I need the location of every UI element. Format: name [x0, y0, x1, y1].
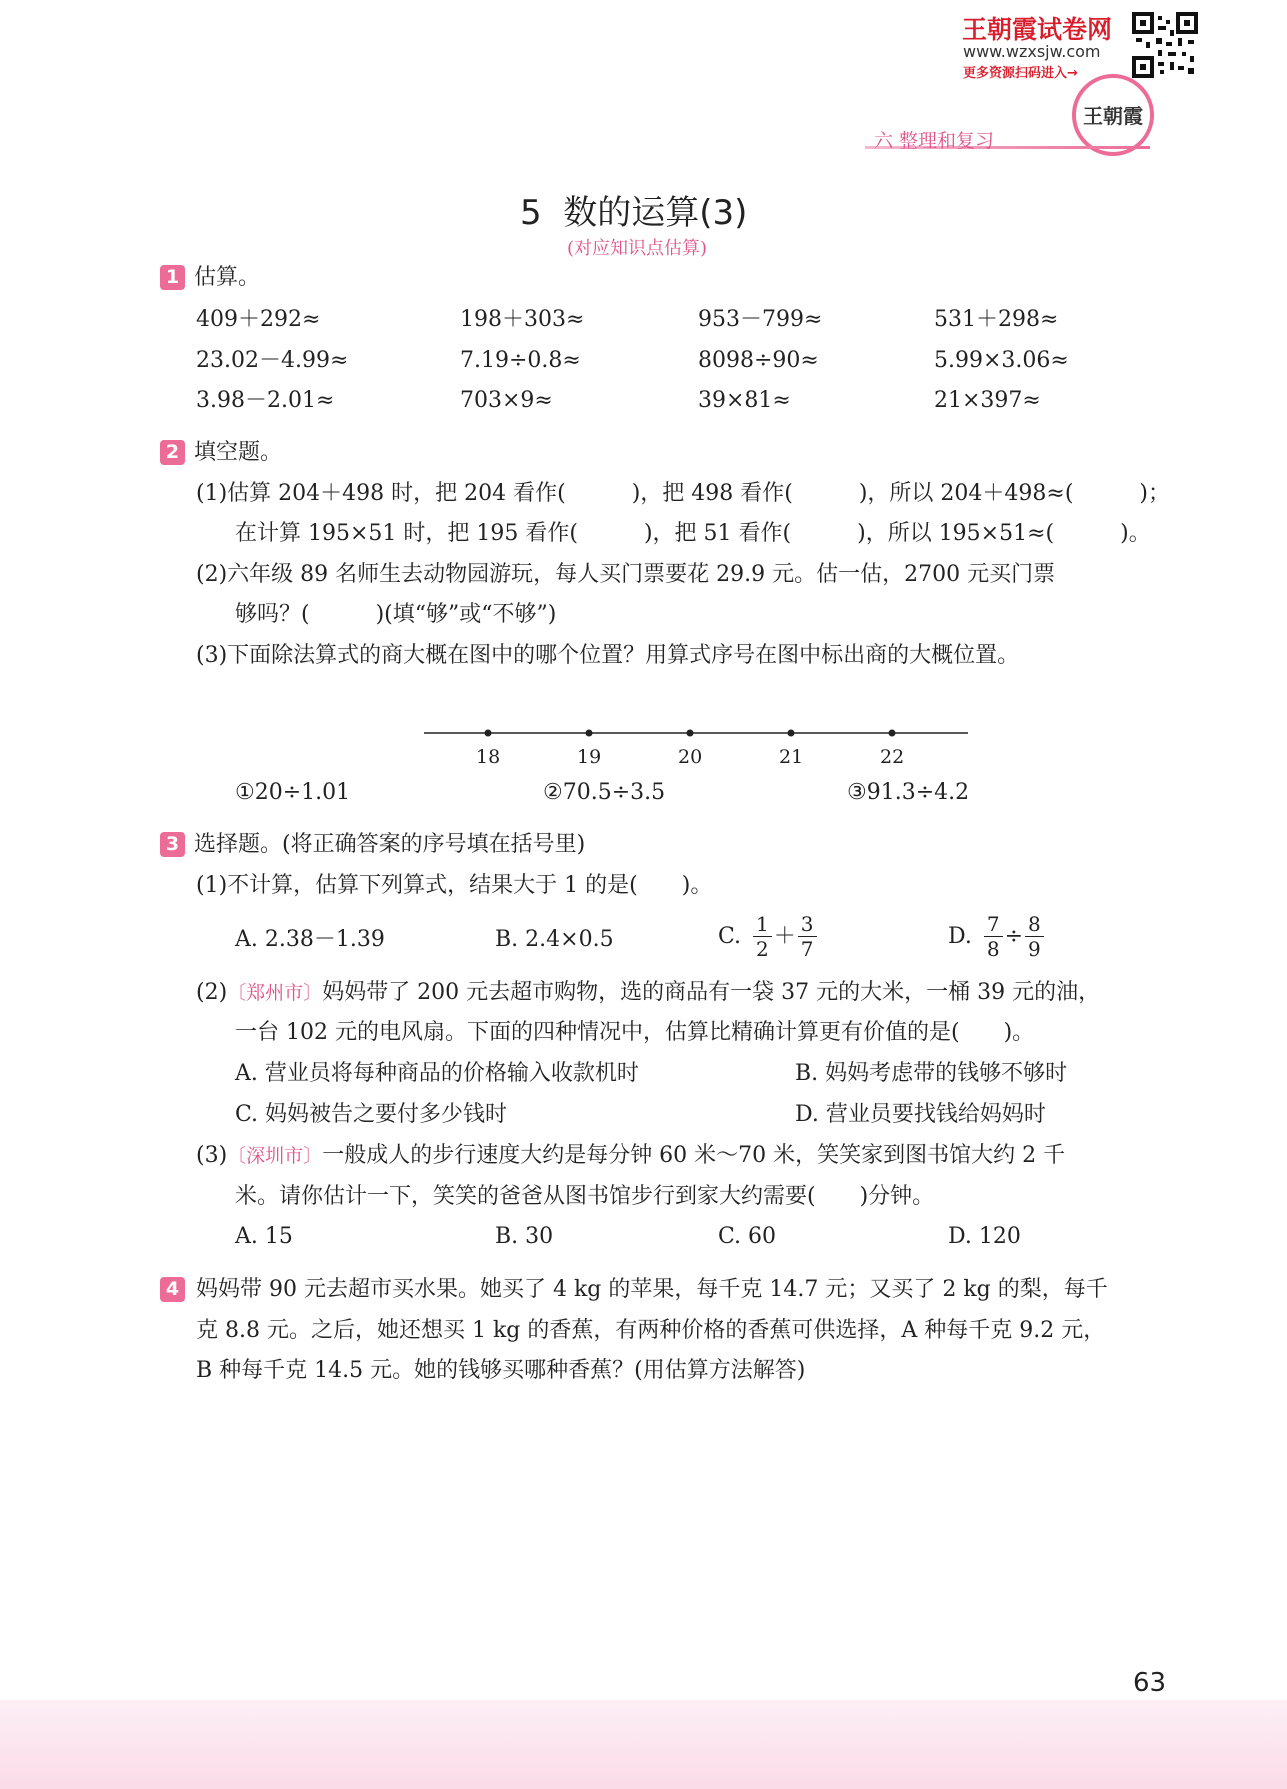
fraction: [1025, 914, 1044, 960]
fraction-numerator: 3: [798, 914, 817, 937]
fraction-denominator: 7: [800, 937, 814, 961]
option-d: [948, 914, 1046, 960]
chapter-header: 六 整理和复习: [874, 130, 995, 152]
option-d: D. 营业员要找钱给妈妈时: [795, 1102, 1046, 1127]
tick-label: 21: [779, 746, 804, 768]
division-expression: ①20÷1.01: [235, 780, 351, 805]
q2-part1-line1: (1)估算 204＋498 时，把 204 看作( )，把 498 看作( )，所以 204＋498≈( )；: [196, 481, 1170, 506]
option-c: [718, 914, 819, 960]
question-1-title: 估算。: [194, 265, 261, 290]
tick-label: 19: [577, 746, 602, 768]
q3-part2-prefix: (2): [196, 980, 228, 1005]
estimate-item: 39×81≈: [698, 388, 791, 413]
estimate-item: 198＋303≈: [460, 307, 585, 332]
question-3-title: 选择题。(将正确答案的序号填在括号里): [194, 832, 586, 857]
answer-area[interactable]: [196, 1400, 1156, 1660]
q3-part3-line2: 米。请你估计一下，笑笑的爸爸从图书馆步行到家大约需要( )分钟。: [235, 1184, 935, 1209]
fraction-denominator: 9: [1028, 937, 1041, 961]
lesson-title: 5 数的运算(3): [520, 193, 748, 233]
q3-part3-line1: [196, 1145, 1065, 1167]
option-b: B. 妈妈考虑带的钱够不够时: [795, 1061, 1068, 1086]
qr-code-icon[interactable]: [1132, 12, 1198, 78]
q2-part2-line1: (2)六年级 89 名师生去动物园游玩，每人买门票要花 29.9 元。估一估，2700 元买门票: [196, 562, 1056, 587]
division-expression: ②70.5÷3.5: [543, 780, 666, 805]
estimate-item: 953－799≈: [698, 307, 823, 332]
brand-url[interactable]: www.wzxsjw.com: [963, 42, 1101, 61]
q3-part2-line1: [196, 982, 1100, 1004]
fraction-denominator: 2: [756, 937, 769, 961]
fraction-numerator: 1: [753, 914, 772, 937]
page-number: 63: [1133, 1668, 1167, 1698]
region-tag: 〔郑州市〕: [227, 982, 323, 1004]
option-a: A. 营业员将每种商品的价格输入收款机时: [235, 1061, 639, 1086]
question-1-badge: 1: [160, 265, 185, 290]
brand-slogan: 更多资源扫码进入→: [963, 66, 1078, 81]
brand-logo: [1072, 74, 1154, 156]
brand-logo-text: 王朝霞: [1083, 104, 1143, 128]
q4-line1: 妈妈带 90 元去超市买水果。她买了 4 kg 的苹果，每千克 14.7 元；又买了 2 kg 的梨，每千: [196, 1277, 1108, 1302]
option-c: C. 60: [718, 1224, 777, 1249]
estimate-item: 409＋292≈: [196, 307, 321, 332]
fraction-denominator: 8: [986, 937, 1000, 961]
estimate-item: 703×9≈: [460, 388, 553, 413]
q2-part1-line2: 在计算 195×51 时，把 195 看作( )，把 51 看作( )，所以 195×51≈( )。: [235, 521, 1151, 546]
fraction: [984, 914, 1003, 960]
option-c: C. 妈妈被告之要付多少钱时: [235, 1102, 508, 1127]
fraction: [798, 914, 817, 960]
tick-label: 22: [880, 746, 905, 768]
fraction: [753, 914, 772, 960]
operator: ＋: [773, 924, 796, 949]
q2-part2-line2: 够吗？( )(填“够”或“不够”): [235, 602, 557, 627]
q3-part2-line2: 一台 102 元的电风扇。下面的四种情况中，估算比精确计算更有价值的是( )。: [235, 1020, 1035, 1045]
q4-line3: B 种每千克 14.5 元。她的钱够买哪种香蕉？(用估算方法解答): [196, 1358, 806, 1383]
option-a: A. 2.38－1.39: [235, 927, 385, 952]
brand-name: 王朝霞试卷网: [962, 15, 1113, 44]
question-3-badge: 3: [160, 832, 185, 857]
q4-line2: 克 8.8 元。之后，她还想买 1 kg 的香蕉，有两种价格的香蕉可供选择，A 种每千克 9.2 元，: [196, 1318, 1106, 1343]
fraction-numerator: 8: [1025, 914, 1044, 937]
q3-part2-text: 妈妈带了 200 元去超市购物，选的商品有一袋 37 元的大米，一桶 39 元的油，: [322, 980, 1101, 1005]
option-d: D. 120: [948, 1224, 1021, 1249]
tick-label: 20: [678, 746, 703, 768]
option-a: A. 15: [235, 1224, 293, 1249]
option-d-label: D.: [948, 924, 972, 949]
estimate-item: 23.02－4.99≈: [196, 348, 349, 373]
q2-part3: (3)下面除法算式的商大概在图中的哪个位置？用算式序号在图中标出商的大概位置。: [196, 643, 1020, 668]
tick-label: 18: [476, 746, 501, 768]
estimate-item: 8098÷90≈: [698, 348, 819, 373]
question-4-badge: 4: [160, 1277, 185, 1302]
footer-band: [0, 1700, 1287, 1789]
estimate-item: 531＋298≈: [934, 307, 1059, 332]
estimate-item: 7.19÷0.8≈: [460, 348, 581, 373]
option-c-label: C.: [718, 924, 742, 949]
operator: ÷: [1004, 924, 1024, 949]
division-expression: ③91.3÷4.2: [847, 780, 970, 805]
question-2-badge: 2: [160, 440, 185, 465]
option-b: B. 2.4×0.5: [495, 927, 614, 952]
question-2-title: 填空题。: [194, 440, 283, 465]
number-line: [420, 720, 972, 770]
fraction-numerator: 7: [984, 914, 1003, 937]
estimate-item: 5.99×3.06≈: [934, 348, 1069, 373]
q3-part1: (1)不计算，估算下列算式，结果大于 1 的是( )。: [196, 873, 713, 898]
option-b: B. 30: [495, 1224, 554, 1249]
q3-part3-text: 一般成人的步行速度大约是每分钟 60 米～70 米，笑笑家到图书馆大约 2 千: [322, 1143, 1066, 1168]
lesson-subtitle: (对应知识点估算): [567, 238, 708, 259]
estimate-item: 21×397≈: [934, 388, 1041, 413]
q3-part3-prefix: (3): [196, 1143, 228, 1168]
estimate-item: 3.98－2.01≈: [196, 388, 335, 413]
region-tag: 〔深圳市〕: [227, 1145, 323, 1167]
